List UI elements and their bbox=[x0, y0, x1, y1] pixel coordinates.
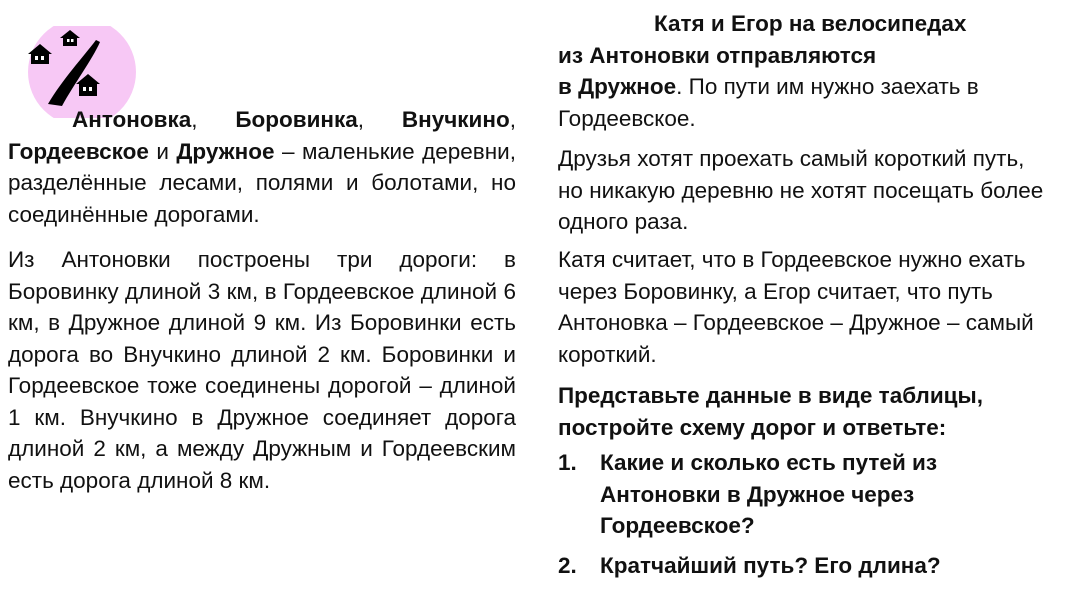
village-name: Антоновка bbox=[72, 107, 192, 132]
opinion-paragraph: Катя считает, что в Гордеевское нужно ехать через Боровинку, а Егор считает, что путь Антоновка – Гордеевское – Дружное – самый короткий. bbox=[558, 247, 1034, 367]
village-name: Внучкино bbox=[401, 107, 510, 132]
village-name: Боровинка bbox=[235, 107, 358, 132]
question-item: 2. Кратчайший путь? Его длина? bbox=[558, 552, 941, 578]
village-name: Дружное bbox=[176, 138, 275, 164]
trip-paragraph: Катя и Егор на велосипедах из Антоновки отправляются в Дружное. По пути им нужно заехать в Гордеевское. bbox=[558, 11, 979, 131]
roads-paragraph: Из Антоновки построены три дороги: в Боровинку длиной 3 км, в Гордеевское длиной 6 км, в Дружное длиной 9 км. Из Боровинки есть дорога во Внучкино длиной 2 км. Боровинки и Гордеевское тоже соединены дорогой – длиной 1 км. Внучкино в Дружное соединяет дорога длиной 2 км, а между Дружным и Гордеевским есть дорога длиной 8 км. bbox=[8, 247, 516, 493]
question-list bbox=[558, 447, 1048, 581]
village-name: Гордеевское bbox=[8, 138, 149, 164]
friends-paragraph: Друзья хотят проехать самый короткий путь, но никакую деревню не хотят посещать более одного раза. bbox=[558, 146, 1044, 234]
task-paragraph: Представьте данные в виде таблицы, постройте схему дорог и ответьте: bbox=[558, 383, 983, 440]
intro-paragraph: Антоновка, Боровинка, Внучкино, Гордеевское и Дружное – маленькие деревни, разделённые лесами, полями и болотами, но соединённые дорогами. bbox=[8, 107, 516, 227]
question-item: 1. Какие и сколько есть путей из Антоновки в Дружное через Гордеевское? bbox=[558, 450, 938, 538]
